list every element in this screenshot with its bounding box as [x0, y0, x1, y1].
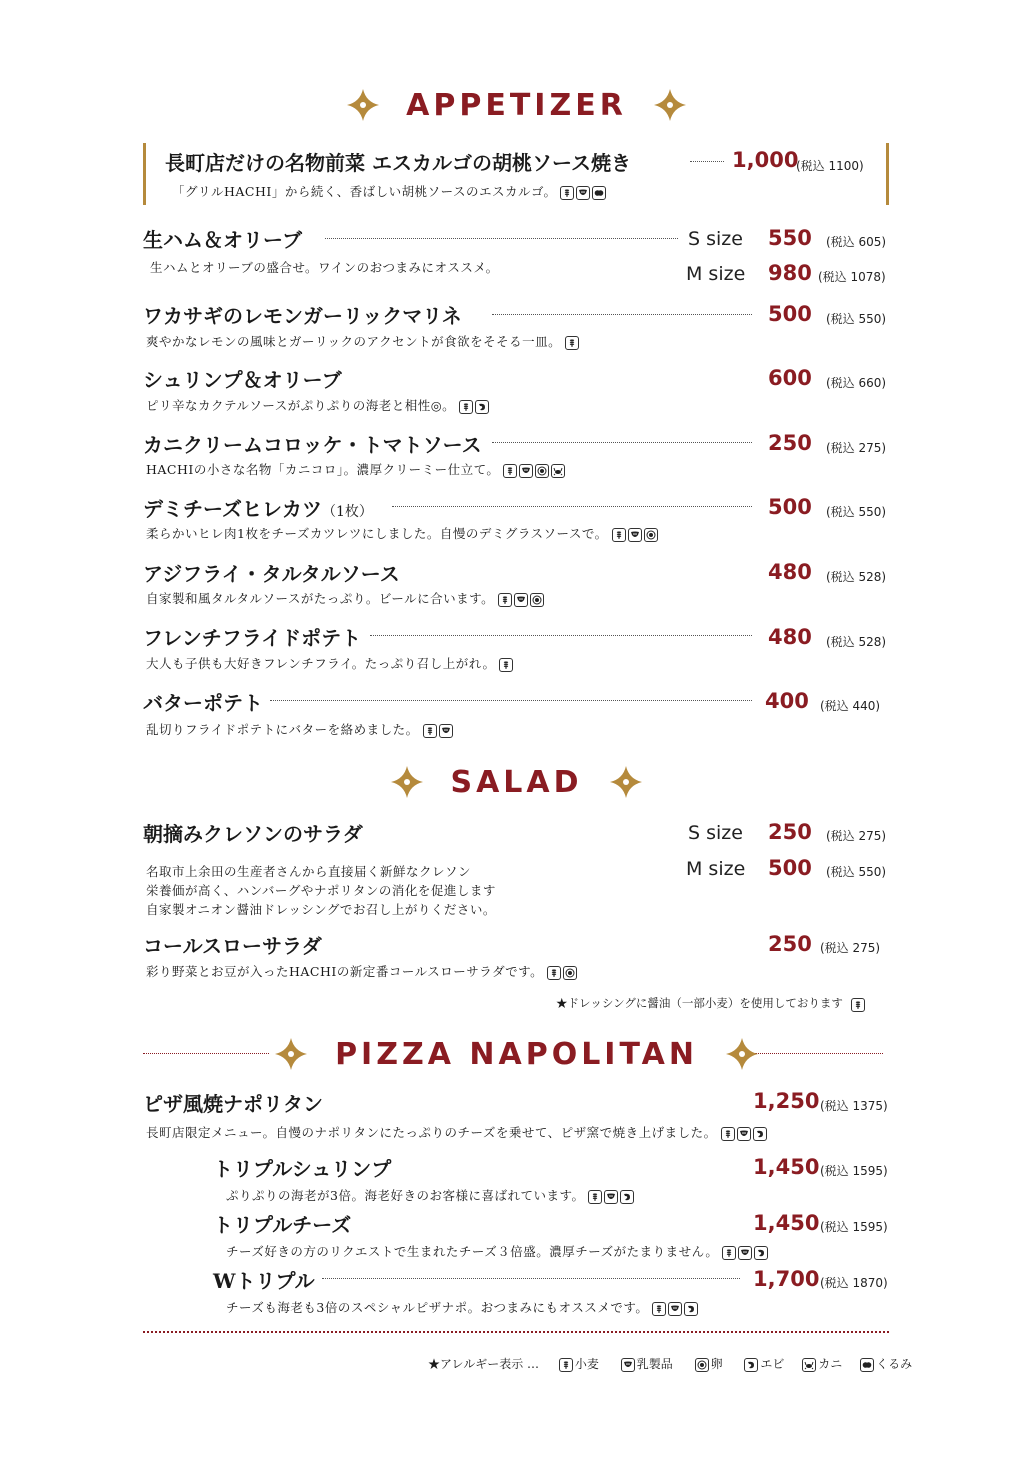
menu-item-desc: 乱切りフライドポテトにバターを絡めました。: [146, 722, 419, 737]
legend-item-label: くるみ: [876, 1357, 913, 1371]
legend-item-label: 小麦: [574, 1357, 599, 1371]
menu-item-name: デミチーズヒレカツ: [143, 497, 322, 521]
menu-item-desc: チーズも海老も3倍のスペシャルピザナポ。おつまみにもオススメです。: [226, 1300, 649, 1315]
menu-item-name-suffix: （1枚）: [322, 504, 373, 520]
menu-item-name: コールスローサラダ: [143, 934, 322, 958]
size-label: S size: [688, 228, 743, 250]
menu-item-tax: (税込 440): [820, 699, 881, 713]
walnut-icon: [860, 1358, 874, 1372]
menu-item-tax: (税込 660): [826, 376, 887, 390]
menu-item-name: Wトリプル: [213, 1269, 315, 1293]
menu-item-desc-row: [146, 962, 579, 980]
section-title-appetizer: APPETIZER: [406, 87, 627, 123]
menu-item-price: 250: [768, 431, 812, 455]
wheat-icon: [547, 966, 561, 980]
crab-icon: [551, 464, 565, 478]
menu-item-tax: (税込 528): [826, 635, 887, 649]
menu-item-desc: 柔らかいヒレ肉1枚をチーズカツレツにしました。自慢のデミグラスソースで。: [146, 526, 608, 541]
legend-item-label: カニ: [818, 1357, 843, 1371]
wheat-icon: [722, 1246, 736, 1260]
wheat-icon: [560, 186, 574, 200]
leader-dots: [270, 700, 752, 701]
wheat-icon: [498, 593, 512, 607]
wheat-icon: [565, 336, 579, 350]
menu-item-desc-line: 名取市上余田の生産者さんから直接届く新鮮なクレソン: [146, 864, 472, 879]
menu-item-price: 500: [768, 856, 812, 880]
egg-icon: [535, 464, 549, 478]
menu-item-desc: 生ハムとオリーブの盛合せ。ワインのおつまみにオススメ。: [150, 260, 499, 275]
menu-item-price: 1,450: [753, 1211, 820, 1235]
menu-item-tax: (税込 605): [826, 235, 887, 249]
shrimp-icon: [620, 1190, 634, 1204]
allergy-legend: [428, 1355, 912, 1372]
menu-item-desc-row: [146, 332, 581, 350]
menu-item-price: 550: [768, 226, 812, 250]
menu-item-desc: HACHIの小さな名物「カニコロ」。濃厚クリーミー仕立て。: [146, 462, 500, 477]
wheat-icon: [423, 724, 437, 738]
leader-dots: [690, 161, 724, 162]
legend-item: [744, 1357, 784, 1371]
egg-icon: [644, 528, 658, 542]
featured-desc-row: [172, 182, 608, 200]
menu-item-name: カニクリームコロッケ・トマトソース: [143, 433, 482, 457]
legend-item-label: エビ: [760, 1357, 785, 1371]
wheat-icon: [851, 998, 865, 1012]
milk-icon: [628, 528, 642, 542]
menu-item-desc-row: [226, 1242, 770, 1260]
menu-item-price: 1,450: [753, 1155, 820, 1179]
menu-item-tax: (税込 528): [826, 570, 887, 584]
menu-item-tax: (税込 550): [826, 312, 887, 326]
wheat-icon: [721, 1127, 735, 1141]
menu-item-price: 480: [768, 560, 812, 584]
legend-item: [695, 1357, 723, 1371]
menu-item-price: 250: [768, 932, 812, 956]
leader-dots: [492, 314, 752, 315]
menu-item-name: 朝摘みクレソンのサラダ: [143, 822, 363, 846]
menu-item-price: 480: [768, 625, 812, 649]
ornament-left-icon: [387, 762, 427, 802]
featured-name: 長町店だけの名物前菜 エスカルゴの胡桃ソース焼き: [165, 151, 631, 175]
menu-item-tax: (税込 1870): [820, 1276, 888, 1290]
milk-icon: [604, 1190, 618, 1204]
milk-icon: [439, 724, 453, 738]
featured-bar-left: [143, 143, 146, 205]
footer-rule: [143, 1331, 889, 1333]
egg-icon: [563, 966, 577, 980]
menu-item-desc: 自家製和風タルタルソースがたっぷり。ビールに合います。: [146, 591, 495, 606]
menu-item-desc-row: [146, 1123, 769, 1141]
menu-item-desc-row: [146, 654, 515, 672]
size-label: M size: [686, 263, 746, 285]
leader-dots: [322, 1278, 740, 1279]
leader-dots: [325, 238, 678, 239]
milk-icon: [737, 1127, 751, 1141]
legend-item-label: 卵: [710, 1357, 723, 1371]
featured-bar-right: [886, 143, 889, 205]
wheat-icon: [559, 1358, 573, 1372]
menu-item-price: 500: [768, 302, 812, 326]
menu-item-desc-line: 自家製オニオン醤油ドレッシングでお召し上がりください。: [146, 902, 496, 917]
menu-item-price: 980: [768, 261, 812, 285]
section-title-salad: SALAD: [450, 764, 583, 800]
legend-item-label: 乳製品: [636, 1357, 673, 1371]
ornament-left-icon: [343, 85, 383, 125]
section-header-salad: [0, 762, 1033, 802]
menu-item-desc-row: [146, 396, 491, 414]
menu-item-desc: 大人も子供も大好きフレンチフライ。たっぷり召し上がれ。: [146, 656, 496, 671]
dressing-note-row: [556, 995, 867, 1012]
shrimp-icon: [475, 400, 489, 414]
milk-icon: [576, 186, 590, 200]
menu-item-name: アジフライ・タルタルソース: [143, 562, 400, 586]
menu-item-desc: ピリ辛なカクテルソースがぷりぷりの海老と相性◎。: [146, 398, 456, 413]
menu-item-tax: (税込 550): [826, 865, 887, 879]
wheat-icon: [652, 1302, 666, 1316]
menu-item-price: 500: [768, 495, 812, 519]
leader-dots: [492, 442, 752, 443]
milk-icon: [738, 1246, 752, 1260]
menu-item-price: 600: [768, 366, 812, 390]
menu-item-desc-row: [226, 1298, 700, 1316]
menu-item-desc-row: [146, 589, 546, 607]
ornament-left-icon: [271, 1034, 311, 1074]
wheat-icon: [612, 528, 626, 542]
egg-icon: [695, 1358, 709, 1372]
menu-item-tax: (税込 550): [826, 505, 887, 519]
size-label: M size: [686, 858, 746, 880]
legend-item: [559, 1357, 599, 1371]
shrimp-icon: [684, 1302, 698, 1316]
menu-item-desc-row: [146, 720, 455, 738]
featured-desc: 「グリルHACHI」から続く、香ばしい胡桃ソースのエスカルゴ。: [172, 184, 557, 199]
menu-item-name: バターポテト: [143, 691, 263, 715]
section-header-appetizer: [0, 85, 1033, 125]
menu-item-name: ワカサギのレモンガーリックマリネ: [143, 304, 462, 328]
menu-item-desc-line: 栄養価が高く、ハンバーグやナポリタンの消化を促進します: [146, 883, 496, 898]
legend-item: [621, 1357, 673, 1371]
legend-item: [860, 1357, 912, 1371]
section-header-pizza: [0, 1034, 1033, 1074]
section-title-pizza: PIZZA NAPOLITAN: [335, 1036, 698, 1072]
menu-item-desc: 長町店限定メニュー。自慢のナポリタンにたっぷりのチーズを乗せて、ピザ窯で焼き上げました。: [146, 1125, 717, 1140]
menu-item-desc-row: [226, 1186, 636, 1204]
egg-icon: [530, 593, 544, 607]
leader-dots: [392, 506, 752, 507]
menu-item-price: 250: [768, 820, 812, 844]
wheat-icon: [503, 464, 517, 478]
menu-item-tax: (税込 1595): [820, 1164, 888, 1178]
walnut-icon: [592, 186, 606, 200]
menu-item-desc-row: [146, 460, 567, 478]
menu-item-desc: チーズ好きの方のリクエストで生まれたチーズ３倍盛。濃厚チーズがたまりません。: [226, 1244, 719, 1259]
wheat-icon: [588, 1190, 602, 1204]
milk-icon: [621, 1358, 635, 1372]
crab-icon: [802, 1358, 816, 1372]
menu-item-tax: (税込 275): [826, 441, 887, 455]
milk-icon: [519, 464, 533, 478]
size-label: S size: [688, 822, 743, 844]
menu-item-name: 生ハム＆オリーブ: [143, 228, 302, 252]
menu-item-tax: (税込 1375): [820, 1099, 888, 1113]
menu-item-tax: (税込 1078): [818, 270, 886, 284]
leader-dots: [370, 635, 752, 636]
featured-price: 1,000: [732, 148, 799, 172]
wheat-icon: [459, 400, 473, 414]
menu-item-desc-row: [146, 524, 660, 542]
menu-item-desc: 彩り野菜とお豆が入ったHACHIの新定番コールスローサラダです。: [146, 964, 544, 979]
menu-item-price: 400: [765, 689, 809, 713]
dressing-note: ★ドレッシングに醤油（一部小麦）を使用しております: [556, 996, 843, 1010]
menu-item-price: 1,250: [753, 1089, 820, 1113]
wheat-icon: [499, 658, 513, 672]
milk-icon: [514, 593, 528, 607]
featured-tax: (税込 1100): [796, 159, 864, 173]
menu-item-desc: 爽やかなレモンの風味とガーリックのアクセントが食欲をそそる一皿。: [146, 334, 562, 349]
menu-item-name: ピザ風焼ナポリタン: [143, 1092, 323, 1116]
ornament-right-icon: [650, 85, 690, 125]
menu-item-tax: (税込 275): [820, 941, 881, 955]
menu-item-tax: (税込 1595): [820, 1220, 888, 1234]
menu-item-desc: ぷりぷりの海老が3倍。海老好きのお客様に喜ばれています。: [226, 1188, 585, 1203]
shrimp-icon: [754, 1246, 768, 1260]
menu-item-name: フレンチフライドポテト: [143, 626, 362, 650]
menu-item-name: トリプルシュリンプ: [213, 1157, 392, 1181]
legend-label: ★アレルギー表示 …: [428, 1357, 540, 1371]
menu-item-name: シュリンプ＆オリーブ: [143, 368, 342, 392]
milk-icon: [668, 1302, 682, 1316]
menu-item-name-row: [143, 493, 373, 522]
legend-item: [802, 1357, 842, 1371]
menu-item-price: 1,700: [753, 1267, 820, 1291]
menu-item-tax: (税込 275): [826, 829, 887, 843]
ornament-right-icon: [606, 762, 646, 802]
ornament-right-icon: [722, 1034, 762, 1074]
menu-item-name: トリプルチーズ: [213, 1213, 352, 1237]
shrimp-icon: [753, 1127, 767, 1141]
shrimp-icon: [744, 1358, 758, 1372]
